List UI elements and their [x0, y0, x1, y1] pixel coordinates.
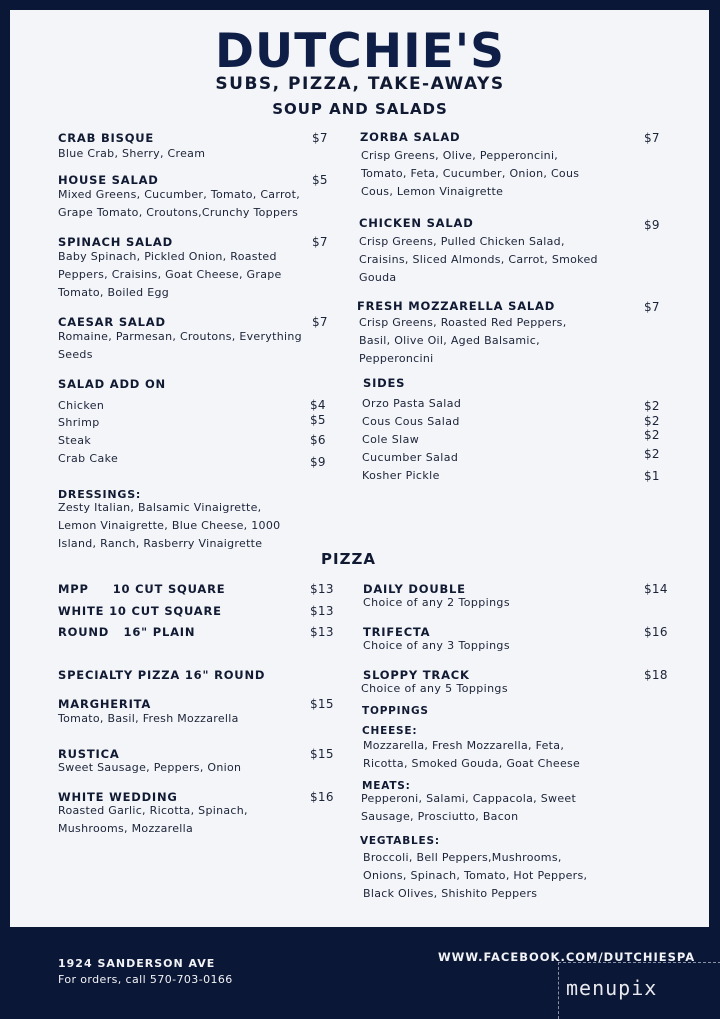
pizza-item-price: $16: [310, 790, 334, 804]
deal-price: $18: [644, 668, 668, 682]
side-price: $2: [644, 399, 660, 413]
side-name: Cucumber Salad: [362, 451, 459, 464]
dressings-heading: DRESSINGS:: [58, 488, 142, 501]
menu-item-price: $7: [312, 315, 328, 329]
menu-item-price: $9: [644, 218, 660, 232]
menu-item-price: $5: [312, 173, 328, 187]
menu-item-price: $7: [644, 300, 660, 314]
deal-price: $16: [644, 625, 668, 639]
restaurant-name: DUTCHIE'S: [215, 24, 505, 79]
pizza-item-name: WHITE 10 CUT SQUARE: [58, 604, 222, 618]
menu-item-desc: Crisp Greens, Olive, Pepperoncini, Tomato, Feta, Cucumber, Onion, Cous Cous, Lemon Vinaigrette: [361, 149, 580, 198]
pizza-item-desc: Roasted Garlic, Ricotta, Spinach, Mushrooms, Mozzarella: [58, 804, 248, 835]
deal-desc: Choice of any 5 Toppings: [361, 682, 508, 695]
pizza-item-name: MPP 10 CUT SQUARE: [58, 582, 226, 596]
side-name: Kosher Pickle: [362, 469, 440, 482]
pizza-item-name: WHITE WEDDING: [58, 790, 178, 804]
menu-item-name: HOUSE SALAD: [58, 173, 159, 187]
menu-item-price: $7: [312, 131, 328, 145]
toppings-group-label: VEGTABLES:: [360, 835, 440, 847]
menupix-watermark: menupix: [566, 976, 658, 1000]
deal-desc: Choice of any 3 Toppings: [363, 639, 510, 652]
menu-item-price: $7: [644, 131, 660, 145]
menu-item-desc: Crisp Greens, Roasted Red Peppers, Basil, Olive Oil, Aged Balsamic, Pepperoncini: [359, 316, 567, 365]
soup-salads-heading: SOUP AND SALADS: [272, 100, 448, 118]
deal-desc: Choice of any 2 Toppings: [363, 596, 510, 609]
add-on-price: $5: [310, 413, 326, 427]
order-phone: For orders, call 570-703-0166: [58, 973, 233, 986]
address: 1924 SANDERSON AVE: [58, 957, 216, 970]
toppings-group-list: Broccoli, Bell Peppers,Mushrooms, Onions, Spinach, Tomato, Hot Peppers, Black Olives, Shishito Peppers: [363, 851, 588, 900]
side-price: $2: [644, 428, 660, 442]
menu-item-name: SPINACH SALAD: [58, 235, 173, 249]
facebook-link[interactable]: WWW.FACEBOOK.COM/DUTCHIESPA: [438, 950, 696, 964]
menu-item-name: ZORBA SALAD: [360, 130, 461, 144]
pizza-item-price: $15: [310, 697, 334, 711]
toppings-group-list: Mozzarella, Fresh Mozzarella, Feta, Ricotta, Smoked Gouda, Goat Cheese: [363, 739, 581, 770]
pizza-item-price: $15: [310, 747, 334, 761]
toppings-group-label: CHEESE:: [362, 725, 418, 737]
tagline: SUBS, PIZZA, TAKE-AWAYS: [215, 74, 505, 94]
pizza-item-desc: Sweet Sausage, Peppers, Onion: [58, 761, 242, 774]
side-price: $2: [644, 414, 660, 428]
menu-item-desc: Crisp Greens, Pulled Chicken Salad, Craisins, Sliced Almonds, Carrot, Smoked Gouda: [359, 235, 598, 284]
pizza-heading: PIZZA: [321, 550, 376, 568]
pizza-item-price: $13: [310, 582, 334, 596]
deal-name: TRIFECTA: [363, 625, 431, 639]
add-on-price: $4: [310, 398, 326, 412]
pizza-item-name: ROUND 16" PLAIN: [58, 625, 196, 639]
dressings-list: Zesty Italian, Balsamic Vinaigrette, Lemon Vinaigrette, Blue Cheese, 1000 Island, Ranch, Rasberry Vinaigrette: [58, 501, 281, 550]
pizza-item-name: RUSTICA: [58, 747, 120, 761]
side-name: Cous Cous Salad: [362, 415, 460, 428]
menu-item-desc: Blue Crab, Sherry, Cream: [58, 147, 206, 160]
menu-item-name: FRESH MOZZARELLA SALAD: [357, 299, 556, 313]
add-on-name: Crab Cake: [58, 452, 119, 465]
sides-heading: SIDES: [363, 376, 406, 390]
specialty-pizza-heading: SPECIALTY PIZZA 16" ROUND: [58, 668, 266, 682]
deal-name: DAILY DOUBLE: [363, 582, 466, 596]
menu-item-desc: Mixed Greens, Cucumber, Tomato, Carrot, Grape Tomato, Croutons,Crunchy Toppers: [58, 188, 300, 219]
menu-item-desc: Baby Spinach, Pickled Onion, Roasted Peppers, Craisins, Goat Cheese, Grape Tomato, Boiled Egg: [58, 250, 282, 299]
side-price: $2: [644, 447, 660, 461]
menu-item-name: CRAB BISQUE: [58, 131, 155, 145]
menu-item-desc: Romaine, Parmesan, Croutons, Everything Seeds: [58, 330, 302, 361]
add-on-price: $6: [310, 433, 326, 447]
menu-item-price: $7: [312, 235, 328, 249]
salad-add-on-heading: SALAD ADD ON: [58, 377, 166, 391]
deal-name: SLOPPY TRACK: [363, 668, 470, 682]
menu-item-name: CAESAR SALAD: [58, 315, 166, 329]
pizza-item-price: $13: [310, 625, 334, 639]
add-on-price: $9: [310, 455, 326, 469]
pizza-item-name: MARGHERITA: [58, 697, 152, 711]
deal-price: $14: [644, 582, 668, 596]
add-on-name: Chicken: [58, 399, 105, 412]
menu-item-name: CHICKEN SALAD: [359, 216, 474, 230]
add-on-name: Shrimp: [58, 416, 100, 429]
pizza-item-price: $13: [310, 604, 334, 618]
pizza-item-desc: Tomato, Basil, Fresh Mozzarella: [58, 712, 239, 725]
toppings-heading: TOPPINGS: [362, 705, 429, 717]
side-name: Cole Slaw: [362, 433, 420, 446]
add-on-name: Steak: [58, 434, 92, 447]
toppings-group-list: Pepperoni, Salami, Cappacola, Sweet Sausage, Prosciutto, Bacon: [361, 792, 577, 823]
side-price: $1: [644, 469, 660, 483]
side-name: Orzo Pasta Salad: [362, 397, 462, 410]
toppings-group-label: MEATS:: [362, 780, 411, 792]
